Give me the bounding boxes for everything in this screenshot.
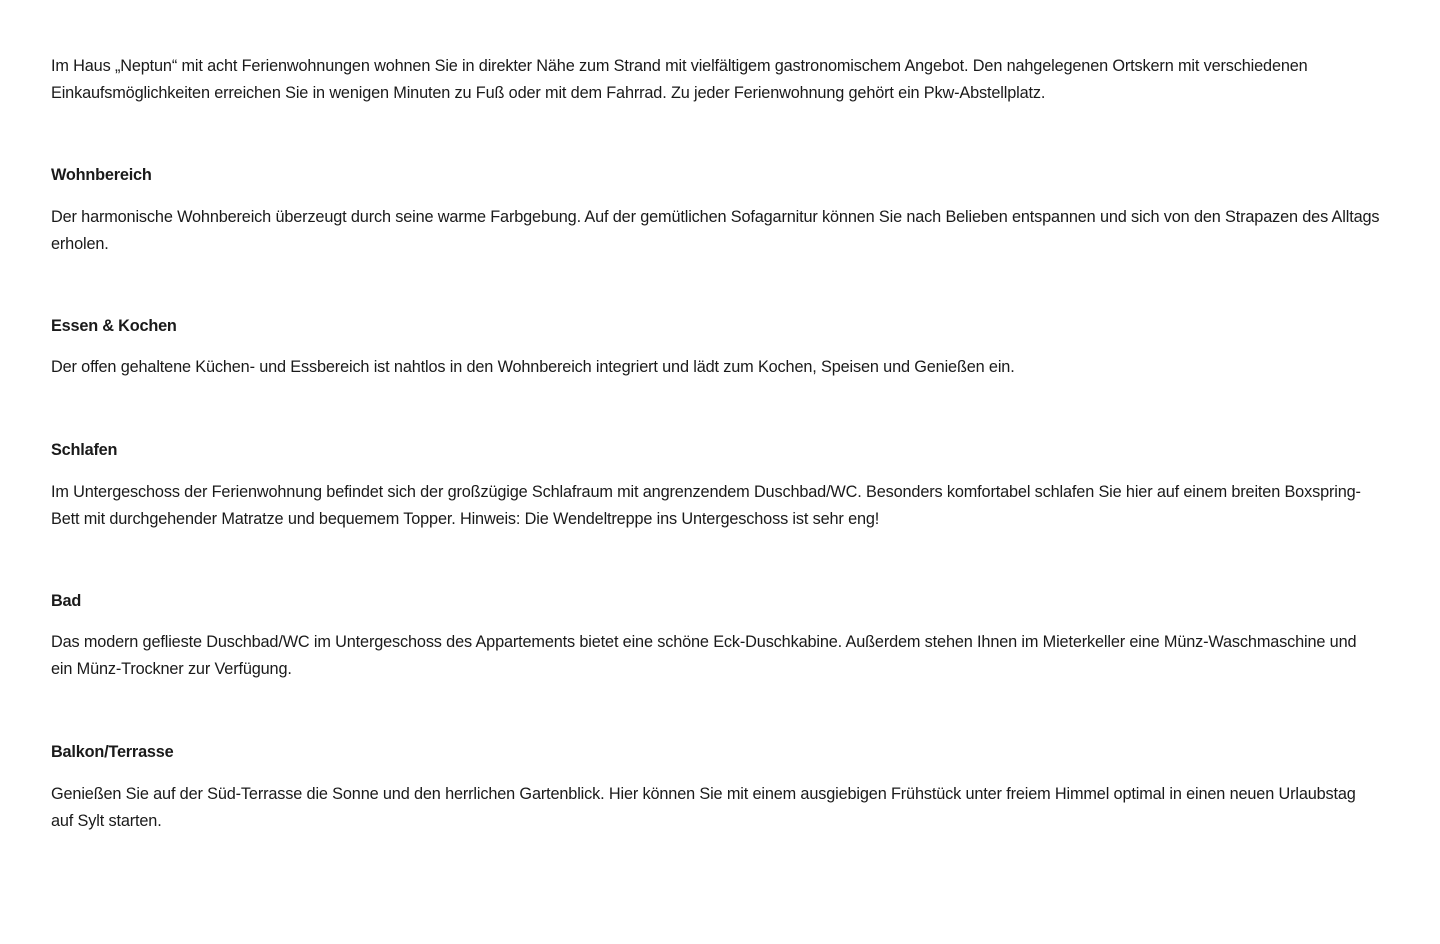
section-title-balkon-terrasse: Balkon/Terrasse xyxy=(51,743,174,761)
section-title-essen-kochen: Essen & Kochen xyxy=(51,317,177,335)
intro-paragraph: Im Haus „Neptun“ mit acht Ferienwohnungen wohnen Sie in direkter Nähe zum Strand mit vielfältigem gastronomischem Angebot. Den nahgelegenen Ortskern mit verschiedenen Einkaufsmöglichkeiten erreichen Sie in wenigen Minuten zu Fuß oder mit dem Fahrrad. Zu jeder Ferienwohnung gehört ein Pkw-Abstellplatz. xyxy=(51,57,1308,102)
section-body-schlafen: Im Untergeschoss der Ferienwohnung befindet sich der großzügige Schlafraum mit angrenzendem Duschbad/WC. Besonders komfortabel schlafen Sie hier auf einem breiten Boxspring-Bett mit durchgehender Matratze und bequemem Topper. Hinweis: Die Wendeltreppe ins Untergeschoss ist sehr eng! xyxy=(51,483,1361,528)
section-body-balkon-terrasse: Genießen Sie auf der Süd-Terrasse die Sonne und den herrlichen Gartenblick. Hier können Sie mit einem ausgiebigen Frühstück unter freiem Himmel optimal in einen neuen Urlaubstag auf Sylt starten. xyxy=(51,785,1356,830)
section-body-essen-kochen: Der offen gehaltene Küchen- und Essbereich ist nahtlos in den Wohnbereich integriert und lädt zum Kochen, Speisen und Genießen ein. xyxy=(51,358,1015,376)
section-title-schlafen: Schlafen xyxy=(51,441,118,459)
section-title-wohnbereich: Wohnbereich xyxy=(51,166,152,184)
section-title-bad: Bad xyxy=(51,592,82,610)
section-body-bad: Das modern geflieste Duschbad/WC im Untergeschoss des Appartements bietet eine schöne Eck-Duschkabine. Außerdem stehen Ihnen im Mieterkeller eine Münz-Waschmaschine und ein Münz-Trockner zur Verfügung. xyxy=(51,633,1357,678)
section-body-wohnbereich: Der harmonische Wohnbereich überzeugt durch seine warme Farbgebung. Auf der gemütlichen Sofagarnitur können Sie nach Belieben entspannen und sich von den Strapazen des Alltags erholen. xyxy=(51,208,1380,253)
